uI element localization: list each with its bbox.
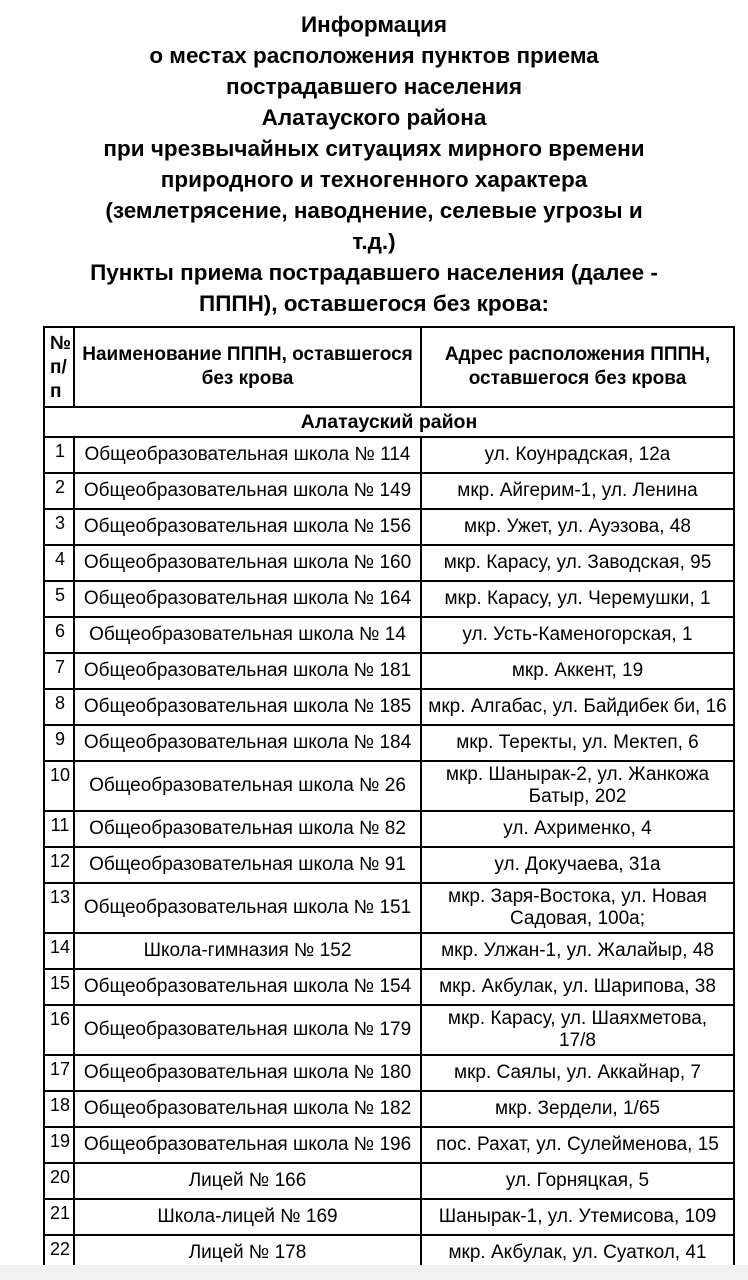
table-row [44,509,734,545]
school-address: мкр. Карасу, ул. Шаяхметова, 17/8 [421,1005,734,1055]
column-header-address: Адрес расположения ПППН, оставшегося без крова [421,327,734,407]
district-section-row [44,407,734,437]
school-address: мкр. Саялы, ул. Аккайнар, 7 [421,1055,734,1091]
table-row [44,725,734,761]
school-name: Общеобразовательная школа № 164 [74,581,421,617]
school-address: пос. Рахат, ул. Сулейменова, 15 [421,1127,734,1163]
row-number: 9 [44,725,74,761]
row-number: 21 [44,1199,74,1235]
school-address: мкр. Заря-Востока, ул. Новая Садовая, 100а; [421,883,734,933]
school-address: мкр. Ужет, ул. Ауэзова, 48 [421,509,734,545]
row-number: 14 [44,933,74,969]
row-number: 8 [44,689,74,725]
table-intro-text [0,257,748,319]
school-address: мкр. Зердели, 1/65 [421,1091,734,1127]
document-heading [0,9,748,257]
school-name: Общеобразовательная школа № 160 [74,545,421,581]
school-name: Общеобразовательная школа № 114 [74,437,421,473]
school-name: Школа-гимназия № 152 [74,933,421,969]
row-number: 4 [44,545,74,581]
school-address: мкр. Акбулак, ул. Суаткол, 41 [421,1235,734,1271]
row-number: 3 [44,509,74,545]
school-address: ул. Коунрадская, 12а [421,437,734,473]
intro-line: Пункты приема пострадавшего населения (далее - [90,260,658,285]
heading-line: т.д.) [352,229,396,254]
school-name: Общеобразовательная школа № 181 [74,653,421,689]
school-name: Общеобразовательная школа № 149 [74,473,421,509]
row-number: 15 [44,969,74,1005]
intro-line: ПППН), оставшегося без крова: [199,291,549,316]
table-row [44,689,734,725]
school-name: Школа-лицей № 169 [74,1199,421,1235]
school-name: Лицей № 178 [74,1235,421,1271]
row-number: 11 [44,811,74,847]
school-name: Общеобразовательная школа № 196 [74,1127,421,1163]
school-name: Общеобразовательная школа № 26 [74,761,421,811]
heading-line: природного и техногенного характера [160,167,588,192]
table-row [44,883,734,933]
school-name: Общеобразовательная школа № 184 [74,725,421,761]
row-number: 19 [44,1127,74,1163]
row-number: 18 [44,1091,74,1127]
school-address: ул. Горняцкая, 5 [421,1163,734,1199]
school-address: мкр. Карасу, ул. Заводская, 95 [421,545,734,581]
school-address: мкр. Шанырак-2, ул. Жанкожа Батыр, 202 [421,761,734,811]
school-name: Общеобразовательная школа № 14 [74,617,421,653]
column-header-name: Наименование ПППН, оставшегося без крова [74,327,421,407]
row-number: 12 [44,847,74,883]
school-address: мкр. Карасу, ул. Черемушки, 1 [421,581,734,617]
school-name: Общеобразовательная школа № 154 [74,969,421,1005]
school-name: Общеобразовательная школа № 82 [74,811,421,847]
row-number: 10 [44,761,74,811]
table-row [44,761,734,811]
row-number: 22 [44,1235,74,1271]
school-name: Общеобразовательная школа № 182 [74,1091,421,1127]
heading-line: пострадавшего населения [226,74,522,99]
row-number: 20 [44,1163,74,1199]
school-address: ул. Ахрименко, 4 [421,811,734,847]
heading-line: при чрезвычайных ситуациях мирного времени [103,136,645,161]
school-address: мкр. Алгабас, ул. Байдибек би, 16 [421,689,734,725]
school-name: Общеобразовательная школа № 179 [74,1005,421,1055]
table-row [44,969,734,1005]
heading-line: Информация [301,12,447,37]
table-row [44,581,734,617]
school-name: Общеобразовательная школа № 185 [74,689,421,725]
table-row [44,1163,734,1199]
heading-line: о местах расположения пунктов приема [149,43,599,68]
school-address: мкр. Айгерим-1, ул. Ленина [421,473,734,509]
table-row [44,933,734,969]
school-address: ул. Усть-Каменогорская, 1 [421,617,734,653]
table-row [44,653,734,689]
table-row [44,1091,734,1127]
reception-points-table [43,326,735,1272]
school-name: Общеобразовательная школа № 156 [74,509,421,545]
table-row [44,1005,734,1055]
row-number: 7 [44,653,74,689]
row-number: 6 [44,617,74,653]
table-header-row [44,327,734,407]
column-header-number: № п/п [44,327,74,407]
row-number: 2 [44,473,74,509]
table-row [44,811,734,847]
school-address: мкр. Улжан-1, ул. Жалайыр, 48 [421,933,734,969]
school-name: Лицей № 166 [74,1163,421,1199]
school-name: Общеобразовательная школа № 91 [74,847,421,883]
row-number: 13 [44,883,74,933]
school-name: Общеобразовательная школа № 180 [74,1055,421,1091]
row-number: 5 [44,581,74,617]
school-address: мкр. Теректы, ул. Мектеп, 6 [421,725,734,761]
table-row [44,847,734,883]
row-number: 17 [44,1055,74,1091]
table-row [44,437,734,473]
school-address: мкр. Аккент, 19 [421,653,734,689]
row-number: 16 [44,1005,74,1055]
document-title [0,0,748,319]
school-name: Общеобразовательная школа № 151 [74,883,421,933]
table-row [44,617,734,653]
school-address: ул. Докучаева, 31а [421,847,734,883]
row-number: 1 [44,437,74,473]
table-row [44,545,734,581]
heading-line: (землетрясение, наводнение, селевые угрозы и [105,198,643,223]
table-row [44,1127,734,1163]
bottom-bar [0,1265,748,1280]
table-row [44,1199,734,1235]
district-section-label: Алатауский район [44,407,734,437]
school-address: Шанырак-1, ул. Утемисова, 109 [421,1199,734,1235]
table-row [44,473,734,509]
heading-line: Алатауского района [261,105,487,130]
table-row [44,1055,734,1091]
school-address: мкр. Акбулак, ул. Шарипова, 38 [421,969,734,1005]
